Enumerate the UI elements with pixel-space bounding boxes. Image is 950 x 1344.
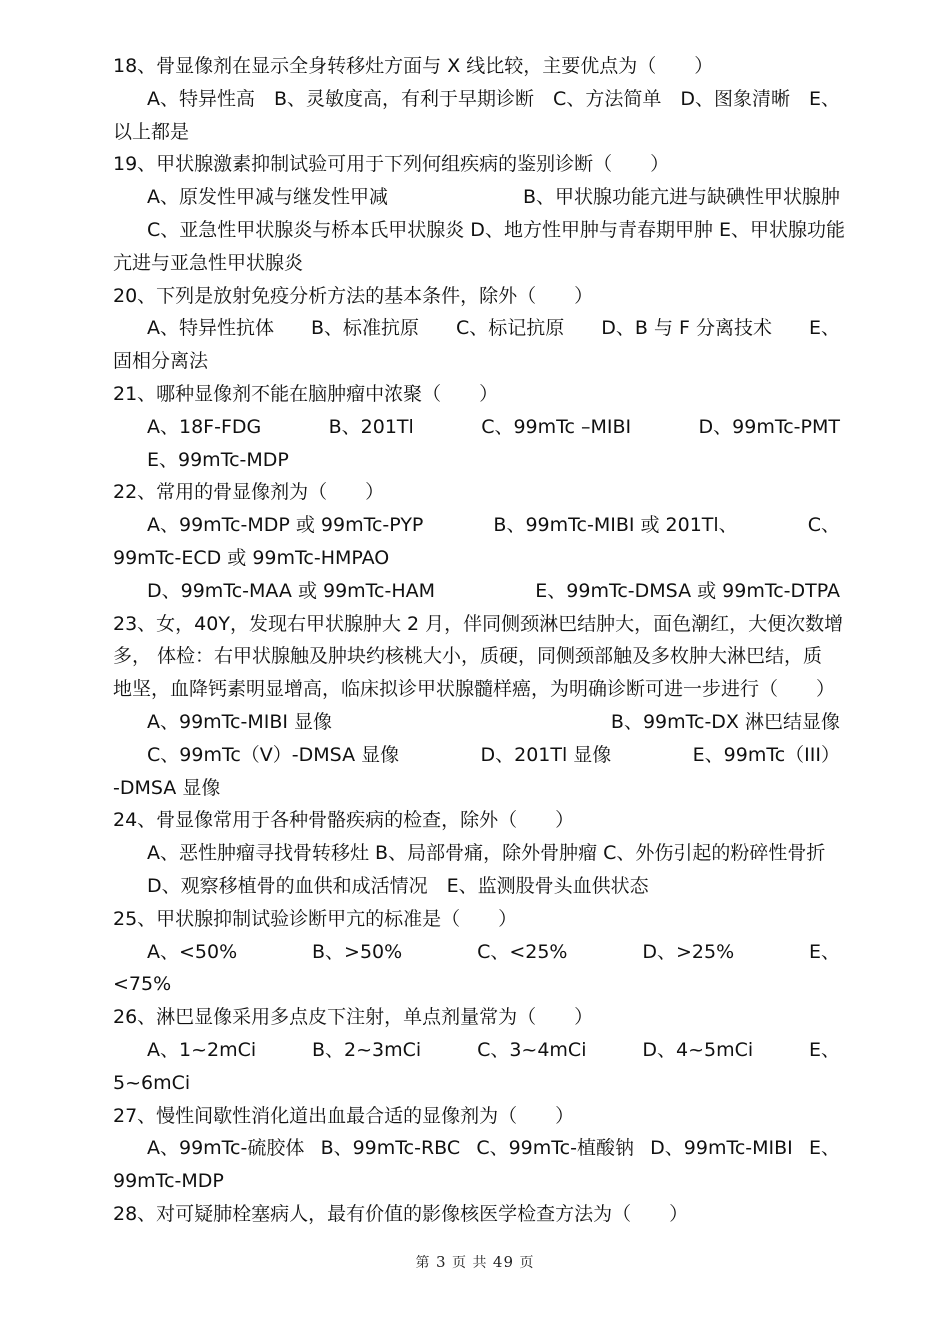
question-stem: 26、淋巴显像采用多点皮下注射，单点剂量常为（ ） — [113, 1006, 594, 1029]
option-row — [113, 411, 840, 444]
option-item: C、 — [807, 514, 840, 537]
option-item: B、99mTc-DX 淋巴结显像 — [610, 710, 840, 733]
option-row — [113, 83, 840, 116]
option-item: C、标记抗原 — [456, 317, 565, 340]
text-line: 地坚，血降钙素明显增高，临床拟诊甲状腺髓样癌，为明确诊断可进一步进行（ ） — [113, 678, 836, 701]
option-item: B、甲状腺功能亢进与缺碘性甲状腺肿 — [522, 186, 840, 209]
footer-page-number: 3 — [436, 1253, 447, 1271]
question-stem: 19、甲状腺激素抑制试验可用于下列何组疾病的鉴别诊断（ ） — [113, 153, 670, 176]
question-list — [113, 50, 845, 1231]
text-line: 亢进与亚急性甲状腺炎 — [113, 251, 304, 274]
option-item: D、图象清晰 — [680, 87, 790, 110]
option-item: E、99mTc（III） — [692, 743, 840, 766]
option-item: E、 — [808, 940, 840, 963]
question-block — [113, 50, 840, 148]
option-item: E、 — [808, 1137, 840, 1160]
question-block — [113, 1100, 840, 1198]
question-stem: 25、甲状腺抑制试验诊断甲亢的标准是（ ） — [113, 907, 518, 930]
question-stem: 27、慢性间歇性消化道出血最合适的显像剂为（ ） — [113, 1104, 575, 1127]
option-item: B、灵敏度高，有利于早期诊断 — [274, 87, 535, 110]
text-line: A、恶性肿瘤寻找骨转移灶 B、局部骨痛，除外骨肿瘤 C、外伤引起的粉碎性骨折 — [147, 842, 826, 865]
question-block — [113, 1001, 840, 1099]
question-block — [113, 378, 840, 476]
option-item: B、标准抗原 — [310, 317, 420, 340]
footer-total-pages: 49 — [492, 1253, 514, 1271]
question-block — [113, 608, 844, 805]
option-item: A、特异性高 — [147, 87, 255, 110]
option-item: D、B 与 F 分离技术 — [601, 317, 772, 340]
text-line: 5~6mCi — [113, 1071, 191, 1094]
option-row — [113, 936, 840, 969]
option-item: C、<25% — [477, 940, 568, 963]
option-item: E、99mTc-DMSA 或 99mTc-DTPA — [535, 579, 840, 602]
question-block — [113, 1198, 840, 1231]
option-item: C、99mTc（V）-DMSA 显像 — [147, 743, 400, 766]
option-item: B、99mTc-MIBI 或 201Tl、 — [493, 514, 738, 537]
question-stem: 22、常用的骨显像剂为（ ） — [113, 481, 385, 504]
question-stem: 18、骨显像剂在显示全身转移灶方面与 X 线比较，主要优点为（ ） — [113, 55, 714, 77]
option-item: A、99mTc-MIBI 显像 — [147, 710, 333, 733]
option-item: A、<50% — [147, 940, 238, 963]
text-line: 99mTc-ECD 或 99mTc-HMPAO — [113, 546, 390, 569]
question-block — [113, 148, 845, 279]
option-item: C、99mTc-植酸钠 — [476, 1137, 634, 1160]
option-row — [113, 575, 840, 608]
text-line: -DMSA 显像 — [113, 776, 221, 799]
option-item: C、99mTc –MIBI — [481, 415, 632, 438]
footer-middle: 页 共 — [452, 1255, 488, 1271]
option-item: B、99mTc-RBC — [320, 1137, 461, 1160]
option-row — [113, 181, 840, 214]
question-stem: 24、骨显像常用于各种骨骼疾病的检查，除外（ ） — [113, 809, 575, 832]
text-line: 以上都是 — [113, 120, 190, 143]
option-item: B、>50% — [312, 940, 403, 963]
question-block — [113, 280, 840, 378]
option-item: B、2~3mCi — [312, 1038, 422, 1061]
page-footer — [0, 1252, 950, 1272]
text-line: C、亚急性甲状腺炎与桥本氏甲状腺炎 D、地方性甲肿与青春期甲肿 E、甲状腺功能 — [147, 218, 845, 241]
question-block — [113, 476, 840, 607]
option-row — [113, 312, 840, 345]
option-item: D、99mTc-MIBI — [650, 1137, 793, 1160]
question-stem: 20、下列是放射免疫分析方法的基本条件，除外（ ） — [113, 284, 594, 307]
option-item: C、方法简单 — [553, 87, 662, 110]
option-item: E、 — [808, 1038, 840, 1061]
text-line: E、99mTc-MDP — [147, 448, 289, 471]
option-item: D、99mTc-PMT — [698, 415, 840, 438]
option-item: A、18F-FDG — [147, 415, 262, 438]
text-line: <75% — [113, 973, 172, 996]
option-item: D、201Tl 显像 — [480, 743, 612, 766]
option-item: C、3~4mCi — [477, 1038, 587, 1061]
option-row — [113, 706, 840, 739]
option-row — [113, 1034, 840, 1067]
footer-prefix: 第 — [415, 1255, 431, 1271]
footer-suffix: 页 — [519, 1255, 535, 1271]
option-item: D、>25% — [642, 940, 735, 963]
option-row — [113, 509, 840, 542]
option-item: B、201Tl — [328, 415, 414, 438]
option-row — [113, 739, 840, 772]
option-item: D、99mTc-MAA 或 99mTc-HAM — [147, 579, 436, 602]
option-item: A、特异性抗体 — [147, 317, 274, 340]
text-line: D、观察移植骨的血供和成活情况 E、监测股骨头血供状态 — [147, 874, 649, 897]
question-stem: 28、对可疑肺栓塞病人，最有价值的影像核医学检查方法为（ ） — [113, 1202, 689, 1225]
option-item: A、1~2mCi — [147, 1038, 257, 1061]
question-block — [113, 903, 840, 1001]
option-item: A、99mTc-硫胶体 — [147, 1137, 305, 1160]
question-block — [113, 804, 840, 902]
option-item: D、4~5mCi — [642, 1038, 754, 1061]
option-item: E、 — [808, 317, 840, 340]
text-line: 固相分离法 — [113, 350, 209, 373]
option-item: A、原发性甲减与继发性甲减 — [147, 186, 388, 209]
text-line: 多， 体检：右甲状腺触及肿块约核桃大小，质硬，同侧颈部触及多枚肿大淋巴结，质 — [113, 645, 823, 668]
option-item: A、99mTc-MDP 或 99mTc-PYP — [147, 514, 424, 537]
question-stem: 23、女，40Y，发现右甲状腺肿大 2 月，伴同侧颈淋巴结肿大，面色潮红，大便次数增 — [113, 612, 844, 635]
option-item: E、 — [808, 87, 840, 110]
text-line: 99mTc-MDP — [113, 1170, 224, 1193]
question-stem: 21、哪种显像剂不能在脑肿瘤中浓聚（ ） — [113, 382, 499, 405]
option-row — [113, 1132, 840, 1165]
